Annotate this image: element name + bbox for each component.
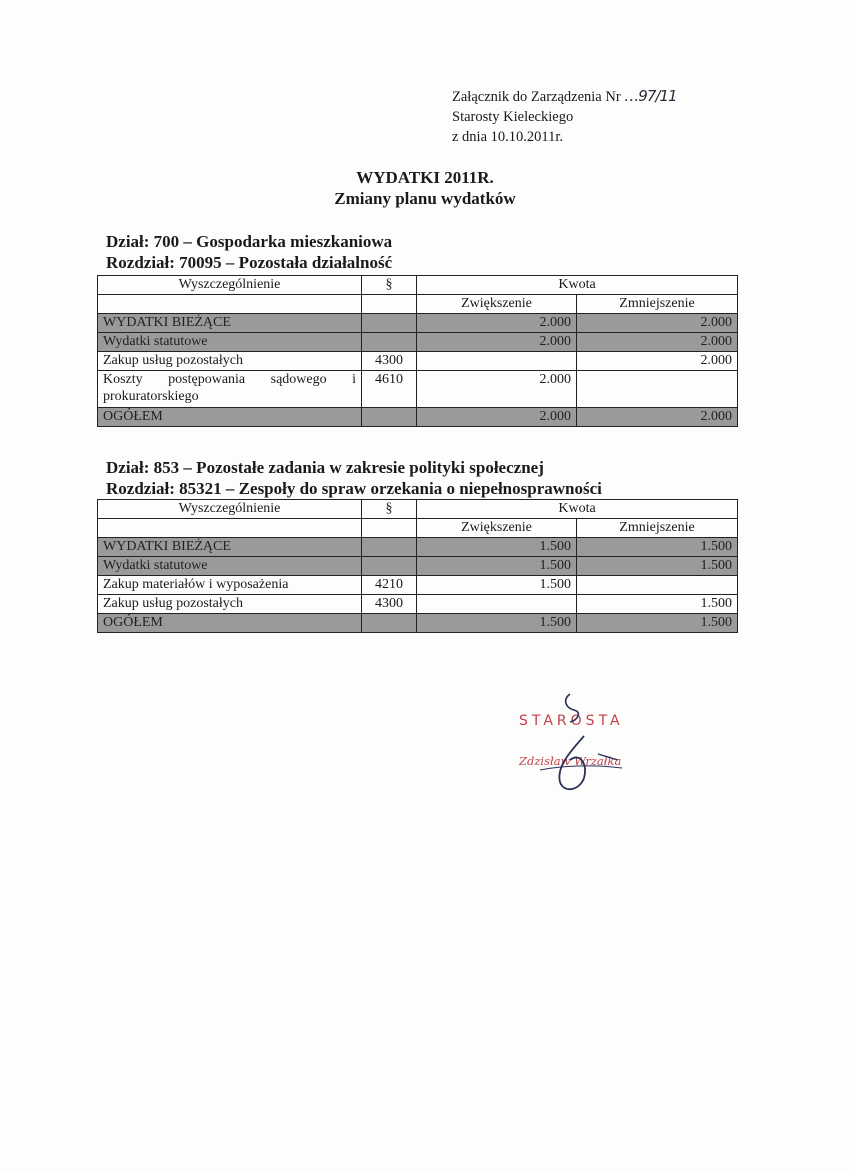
table-row — [98, 352, 738, 371]
row-decrease: 2.000 — [577, 333, 738, 352]
row-paragraph: 4210 — [362, 576, 417, 595]
col-header-paragraph: § — [362, 276, 417, 295]
attachment-header — [452, 86, 677, 147]
row-increase: 1.500 — [417, 576, 577, 595]
regulation-number-handwritten: …97/11 — [624, 87, 677, 105]
empty-cell — [98, 519, 362, 538]
section-2-dzial: Dział: 853 – Pozostałe zadania w zakresie polityki społecznej — [106, 458, 544, 477]
row-increase: 2.000 — [417, 333, 577, 352]
row-paragraph: 4610 — [362, 371, 417, 408]
row-decrease — [577, 576, 738, 595]
row-increase: 2.000 — [417, 314, 577, 333]
row-desc: Zakup materiałów i wyposażenia — [98, 576, 362, 595]
row-paragraph: 4300 — [362, 595, 417, 614]
row-decrease: 2.000 — [577, 314, 738, 333]
row-desc: Wydatki statutowe — [98, 333, 362, 352]
row-paragraph — [362, 538, 417, 557]
table-row-total — [98, 614, 738, 633]
col-header-desc: Wyszczególnienie — [98, 276, 362, 295]
attachment-line-3: z dnia 10.10.2011r. — [452, 129, 564, 145]
row-desc: WYDATKI BIEŻĄCE — [98, 538, 362, 557]
row-decrease: 1.500 — [577, 538, 738, 557]
empty-cell — [362, 519, 417, 538]
row-increase: 1.500 — [417, 538, 577, 557]
row-paragraph — [362, 557, 417, 576]
row-desc: Zakup usług pozostałych — [98, 352, 362, 371]
table-row — [98, 557, 738, 576]
col-header-paragraph: § — [362, 500, 417, 519]
table-row — [98, 595, 738, 614]
row-decrease: 1.500 — [577, 595, 738, 614]
section-1-table — [97, 275, 738, 427]
section-1-rozdzial: Rozdział: 70095 – Pozostała działalność — [106, 253, 393, 272]
row-decrease — [577, 371, 738, 408]
empty-cell — [362, 295, 417, 314]
table-subheader-row — [98, 519, 738, 538]
row-increase: 2.000 — [417, 371, 577, 408]
table-row — [98, 576, 738, 595]
row-paragraph — [362, 614, 417, 633]
table-row — [98, 333, 738, 352]
row-decrease: 1.500 — [577, 557, 738, 576]
col-header-decrease: Zmniejszenie — [577, 519, 738, 538]
row-decrease: 1.500 — [577, 614, 738, 633]
table-header-row — [98, 276, 738, 295]
col-header-amount: Kwota — [417, 500, 738, 519]
section-2-rozdzial: Rozdział: 85321 – Zespoły do spraw orzekania o niepełnosprawności — [106, 479, 602, 498]
col-header-amount: Kwota — [417, 276, 738, 295]
table-row-total — [98, 408, 738, 427]
table-header-row — [98, 500, 738, 519]
row-paragraph — [362, 314, 417, 333]
stamp-name: Zdzisław Wrzałka — [519, 754, 622, 768]
row-paragraph: 4300 — [362, 352, 417, 371]
empty-cell — [98, 295, 362, 314]
row-desc: OGÓŁEM — [98, 614, 362, 633]
section-1-dzial: Dział: 700 – Gospodarka mieszkaniowa — [106, 232, 393, 251]
table-subheader-row — [98, 295, 738, 314]
col-header-increase: Zwiększenie — [417, 519, 577, 538]
row-decrease: 2.000 — [577, 408, 738, 427]
attachment-line-2: Starosty Kieleckiego — [452, 109, 574, 125]
row-decrease: 2.000 — [577, 352, 738, 371]
row-increase: 1.500 — [417, 557, 577, 576]
section-2-table — [97, 499, 738, 633]
row-increase — [417, 595, 577, 614]
table-row — [98, 314, 738, 333]
stamp-title: STAROSTA — [519, 713, 624, 729]
row-increase — [417, 352, 577, 371]
row-desc: OGÓŁEM — [98, 408, 362, 427]
handwritten-signature — [500, 690, 640, 810]
attachment-line-1 — [452, 86, 677, 107]
row-desc: Koszty postępowania sądowego i prokuratorskiego — [98, 371, 362, 408]
row-increase: 2.000 — [417, 408, 577, 427]
document-title: WYDATKI 2011R. — [356, 168, 494, 187]
table-row — [98, 371, 738, 408]
row-increase: 1.500 — [417, 614, 577, 633]
row-paragraph — [362, 408, 417, 427]
col-header-decrease: Zmniejszenie — [577, 295, 738, 314]
row-desc: WYDATKI BIEŻĄCE — [98, 314, 362, 333]
row-desc: Zakup usług pozostałych — [98, 595, 362, 614]
col-header-desc: Wyszczególnienie — [98, 500, 362, 519]
attachment-label: Załącznik do Zarządzenia Nr — [452, 89, 621, 105]
table-row — [98, 538, 738, 557]
row-desc: Wydatki statutowe — [98, 557, 362, 576]
document-subtitle: Zmiany planu wydatków — [334, 189, 516, 208]
col-header-increase: Zwiększenie — [417, 295, 577, 314]
row-paragraph — [362, 333, 417, 352]
